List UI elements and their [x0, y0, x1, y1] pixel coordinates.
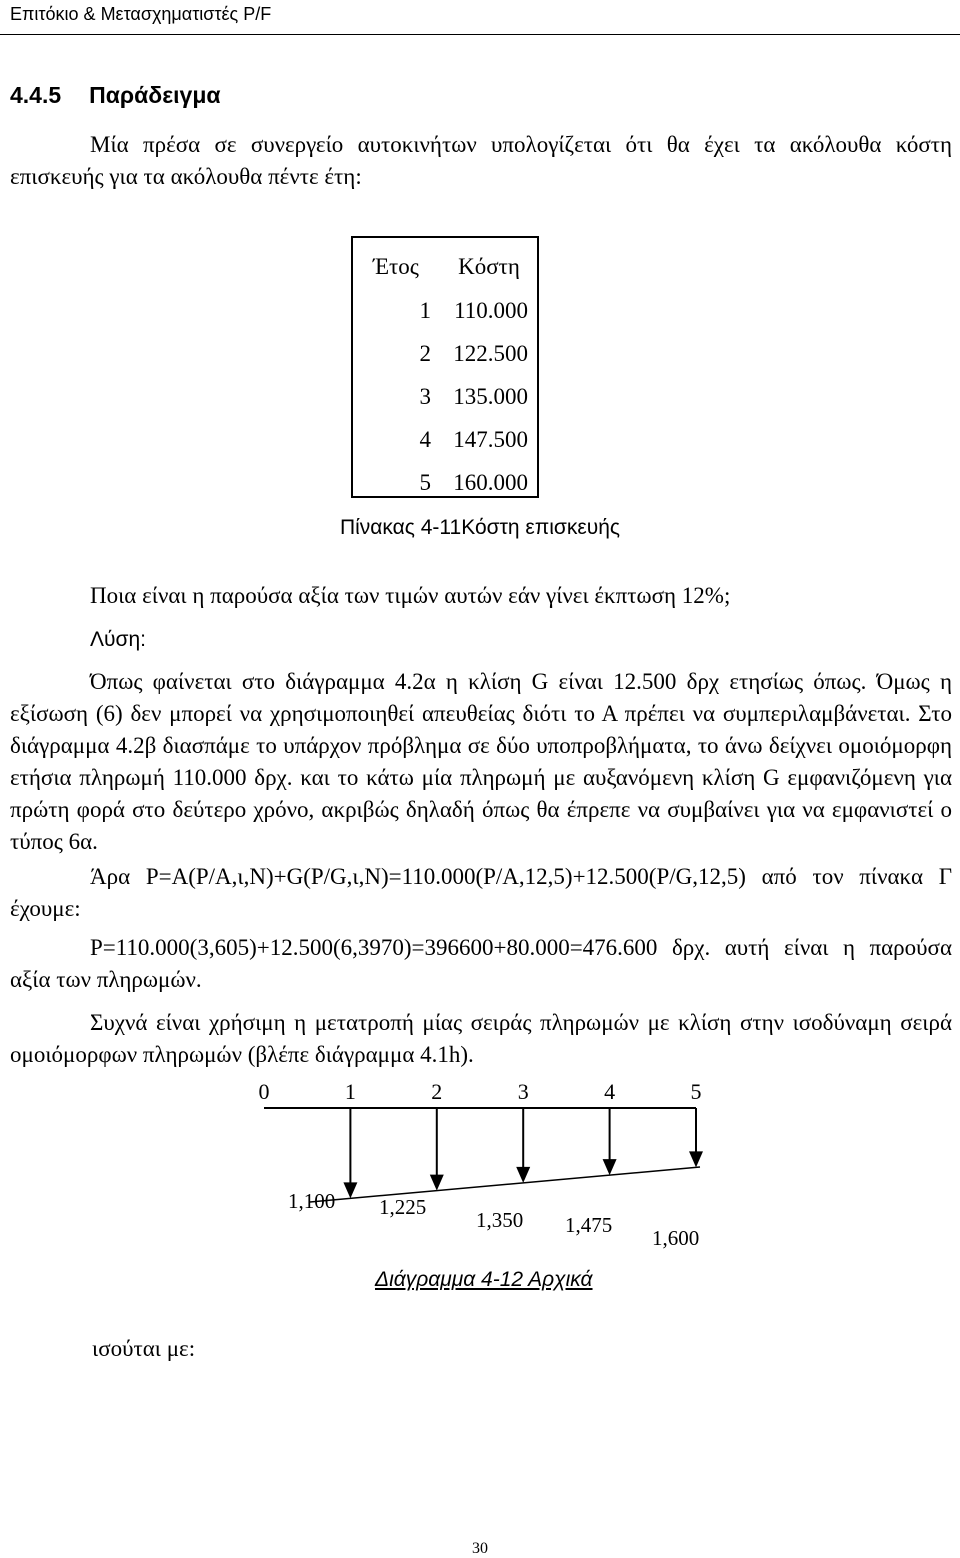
table-header-year: Έτος [373, 254, 419, 279]
table-cell-year: 3 [419, 384, 431, 409]
running-header-title: Επιτόκιο & Μετασχηματιστές P/F [10, 4, 272, 24]
table-cell-cost: 147.500 [453, 427, 528, 452]
payment-label: 1,600 [652, 1226, 700, 1250]
intro-paragraph: Μία πρέσα σε συνεργείο αυτοκινήτων υπολογίζεται ότι θα έχει τα ακόλουθα κόστη επισκευής για τα ακόλουθα πέντε έτη: [10, 132, 952, 189]
payment-arrow-head [689, 1151, 703, 1167]
payment-arrow-head [603, 1159, 617, 1175]
payment-arrow-head [516, 1167, 530, 1183]
payment-label: 1,225 [379, 1195, 427, 1219]
question-text: Ποια είναι η παρούσα αξία των τιμών αυτών εάν γίνει έκπτωση 12%; [90, 583, 731, 608]
formula-paragraph: Άρα P=A(P/A,ι,N)+G(P/G,ι,N)=110.000(P/A,12,5)+12.500(P/G,12,5) από τον πίνακα Γ έχουμε: [10, 864, 952, 921]
section-heading [10, 82, 221, 109]
payment-label: 1,475 [565, 1213, 613, 1237]
period-label: 3 [517, 1079, 529, 1104]
diagram-caption: Διάγραμμα 4-12 Αρχικά [375, 1268, 593, 1291]
result-paragraph: P=110.000(3,605)+12.500(6,3970)=396600+80.000=476.600 δρχ. αυτή είναι η παρούσα αξία των πληρωμών. [10, 935, 952, 992]
period-label: 4 [604, 1079, 616, 1104]
table-cell-cost: 110.000 [454, 298, 528, 323]
table-header-cost: Κόστη [458, 254, 520, 279]
payment-label: 1,100 [288, 1189, 336, 1213]
payment-arrow-head [430, 1175, 444, 1191]
solution-paragraph: Όπως φαίνεται στο διάγραμμα 4.2α η κλίση G είναι 12.500 δρχ ετησίως όπως. Όμως η εξίσωση (6) δεν μπορεί να χρησιμοποιηθεί απευθείας διότι το Α πρέπει να συμπεριλαμβάνεται. Στο διάγραμμα 4.2β διασπάμε το υπάρχον πρόβλημα σε δύο υποπροβλήματα, το άνω δείχνει ομοιόμορφη ετήσια πληρωμή 110.000 δρχ. και το κάτω μία πληρωμή με αυξανόμενη κλίση G εμφανιζόμενη για πρώτη φορά στο δεύτερο χρόνο, ακριβώς δηλαδή όπως θα έπρεπε να συμβαίνει για να εμφανιστεί ο τύπος 6α. [10, 669, 952, 854]
table-cell-cost: 135.000 [453, 384, 528, 409]
cash-flow-diagram [240, 1075, 720, 1255]
table-cell-cost: 160.000 [453, 470, 528, 495]
section-title: Παράδειγμα [89, 82, 221, 108]
table-cell-year: 4 [419, 427, 431, 452]
equals-label: ισούται με: [92, 1336, 196, 1361]
payment-label: 1,350 [476, 1208, 524, 1232]
payment-arrow-head [343, 1182, 357, 1198]
table-cell-year: 5 [419, 470, 431, 495]
table-cell-year: 2 [419, 341, 431, 366]
section-number: 4.4.5 [10, 82, 62, 108]
period-label: 5 [690, 1079, 702, 1104]
period-label: 1 [344, 1079, 356, 1104]
header-divider [0, 34, 960, 35]
table-cell-cost: 122.500 [453, 341, 528, 366]
page-number: 30 [472, 1540, 488, 1557]
table-caption: Πίνακας 4-11Κόστη επισκευής [339, 516, 621, 539]
conversion-paragraph: Συχνά είναι χρήσιμη η μετατροπή μίας σειράς πληρωμών με κλίση στην ισοδύναμη σειρά ομοιόμορφων πληρωμών (βλέπε διάγραμμα 4.1h). [10, 1010, 952, 1067]
period-label: 2 [431, 1079, 443, 1104]
period-label: 0 [258, 1079, 270, 1104]
solution-label: Λύση: [90, 628, 146, 651]
table-cell-year: 1 [419, 298, 431, 323]
repair-cost-table [351, 236, 539, 498]
gradient-line [310, 1167, 700, 1202]
